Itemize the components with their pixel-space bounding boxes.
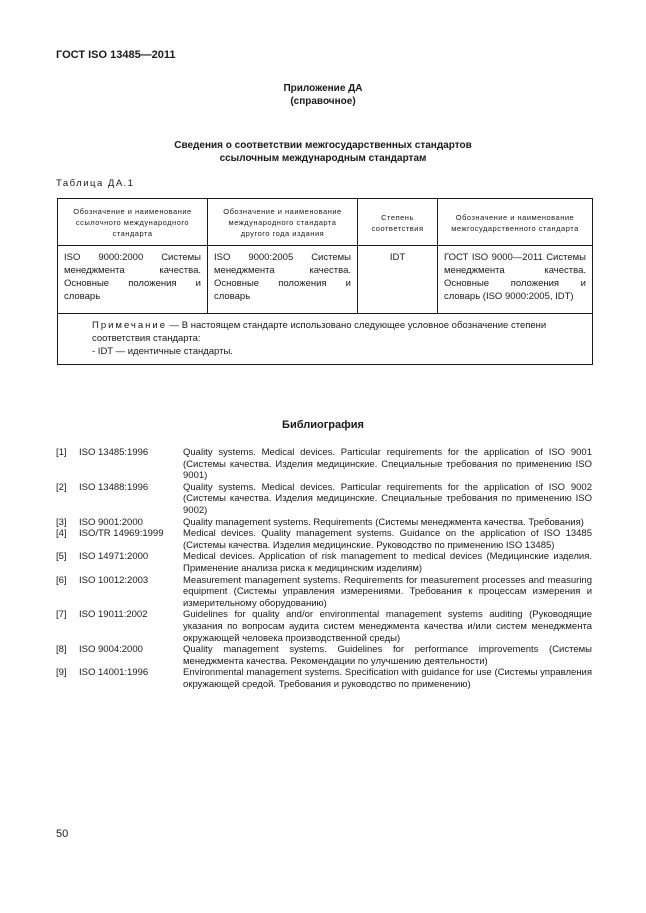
annex-title: Приложение ДА xyxy=(283,83,363,94)
correspondence-table xyxy=(57,198,593,365)
bibliography-title: Библиография xyxy=(282,419,364,431)
entry-code: ISO 9001:2000 xyxy=(79,516,143,528)
entry-code: ISO 19011:2002 xyxy=(79,609,148,621)
entry-code: ISO 10012:2003 xyxy=(79,574,149,586)
page-number: 50 xyxy=(56,828,69,840)
bibliography-entry xyxy=(56,575,592,610)
entry-number: [3] xyxy=(56,516,67,528)
table-header-row xyxy=(58,199,593,246)
entry-text: Measurement management systems. Requirements for measurement processes and measuring equipment (Системы управления измерениями. Требования к процессам измерения и измерительному оборудованию) xyxy=(183,574,592,609)
table-cell: IDT xyxy=(358,246,438,314)
table-header: Обозначение и наименование межгосударственного стандарта xyxy=(438,199,593,246)
document-code: ГОСТ ISO 13485—2011 xyxy=(56,49,176,61)
entry-text: Guidelines for quality and/or environmental management systems auditing (Руководящие указания по вопросам аудита систем менеджмента качества и/или систем менеджмента окружающей человека производственной среды) xyxy=(183,609,592,644)
note-item: - IDT — идентичные стандарты. xyxy=(92,346,233,357)
bibliography-entry xyxy=(56,609,592,644)
entry-number: [4] xyxy=(56,528,67,540)
entry-number: [8] xyxy=(56,644,67,656)
entry-number: [7] xyxy=(56,609,67,621)
entry-number: [6] xyxy=(56,574,67,586)
entry-number: [5] xyxy=(56,551,67,563)
entry-text: Quality management systems. Requirements (Системы менеджмента качества. Требования) xyxy=(183,516,584,528)
bibliography-entry xyxy=(56,644,592,667)
table-cell: ISO 9000:2000 Системы менеджмента качества. Основные положения и словарь xyxy=(58,246,208,314)
bibliography-entry xyxy=(56,551,592,574)
entry-text: Quality management systems. Guidelines for performance improvements (Системы менеджмента качества. Рекомендации по улучшению деятельности) xyxy=(183,644,592,667)
entry-code: ISO 9004:2000 xyxy=(79,644,143,656)
entry-code: ISO 14971:2000 xyxy=(79,551,149,563)
table-row xyxy=(58,246,593,314)
entry-code: ISO 14001:1996 xyxy=(79,667,149,679)
bibliography-entry xyxy=(56,482,592,517)
entry-number: [2] xyxy=(56,481,67,493)
note-label: Примечание xyxy=(92,320,167,331)
entry-code: ISO 13485:1996 xyxy=(79,447,149,458)
table-header: Обозначение и наименование международного стандарта другого года издания xyxy=(208,199,358,246)
entry-text: Medical devices. Quality management systems. Guidance on the application of ISO 13485 (Системы качества. Изделия медицинские. Руководство по применению ISO 13485) xyxy=(183,528,592,551)
bibliography-entry xyxy=(56,667,592,690)
entry-text: Quality systems. Medical devices. Particular requirements for the application of ISO 9001 (Системы качества. Изделия медицинские. Специальные требования по применению ISO 9001) xyxy=(183,447,592,482)
bibliography-list xyxy=(56,447,592,690)
table-label: Таблица ДА.1 xyxy=(56,178,135,189)
table-note-row xyxy=(58,314,593,365)
bibliography-entry xyxy=(56,528,592,551)
table-header: Степень соответствия xyxy=(358,199,438,246)
table-note xyxy=(58,314,593,365)
entry-code: ISO 13488:1996 xyxy=(79,481,149,493)
bibliography-entry xyxy=(56,447,592,482)
annex-subtitle: (справочное) xyxy=(290,96,356,107)
entry-text: Environmental management systems. Specification with guidance for use (Системы управления окружающей средой. Требования и руководство по применению) xyxy=(183,667,592,690)
note-text: — В настоящем стандарте использовано следующее условное обозначение степени соответствия стандарта: xyxy=(92,320,547,344)
entry-number: [1] xyxy=(56,447,67,458)
bibliography-entry xyxy=(56,517,592,529)
section-title-line2: ссылочным международным стандартам xyxy=(219,153,427,164)
entry-code: ISO/TR 14969:1999 xyxy=(79,528,164,540)
table-cell: ISO 9000:2005 Системы менеджмента качества. Основные положения и словарь xyxy=(208,246,358,314)
table-header: Обозначение и наименование ссылочного международного стандарта xyxy=(58,199,208,246)
entry-text: Quality systems. Medical devices. Particular requirements for the application of ISO 9002 (Системы качества. Изделия медицинские. Специальные требования по применению ISO 9002) xyxy=(183,481,592,516)
entry-number: [9] xyxy=(56,667,67,679)
table-cell: ГОСТ ISO 9000—2011 Системы менеджмента качества. Основные положения и словарь (ISO 9000:2005, IDT) xyxy=(438,246,593,314)
entry-text: Medical devices. Application of risk management to medical devices (Медицинские изделия. Применение анализа риска к медицинским изделиям) xyxy=(183,551,592,574)
section-title-line1: Сведения о соответствии межгосударственных стандартов xyxy=(174,140,472,151)
